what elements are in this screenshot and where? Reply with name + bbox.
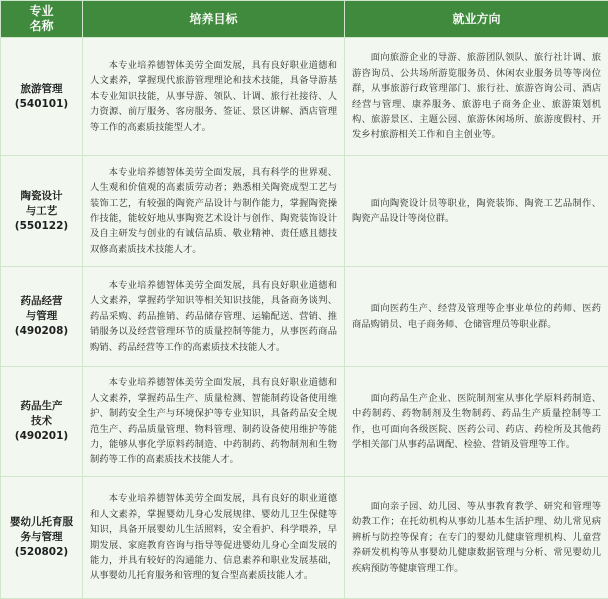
career-direction-text: 面向医药生产、经营及管理等企事业单位的药师、医药商品购销员、电子商务师、仓储管理员等职业群。 bbox=[352, 301, 601, 332]
training-goal-text: 本专业培养德智体美劳全面发展，具有良好的职业道德和人文素养，掌握婴幼儿身心发展规律、婴幼儿卫生保健等知识，具备开展婴幼儿生活照料，安全看护、科学喂养，早期发展、家庭教育咨询与指导等促进婴幼儿身心全面发展的能力，并具有较好的沟通能力、信息素养和职业发展基础，从事婴幼儿托育服务和管理的复合型高素质技能人才。 bbox=[90, 491, 337, 583]
major-name-cell bbox=[1, 267, 83, 367]
major-name-cell bbox=[1, 367, 83, 477]
major-name: 旅游管理 bbox=[4, 82, 79, 97]
major-name-line2: 与管理 bbox=[4, 309, 79, 324]
table-row bbox=[1, 156, 608, 267]
career-direction-cell bbox=[345, 156, 608, 267]
table-row bbox=[1, 38, 608, 156]
major-name-cell bbox=[1, 38, 83, 156]
header-training-goal: 培养目标 bbox=[83, 1, 345, 38]
major-name: 药品生产 bbox=[4, 399, 79, 414]
training-goal-text: 本专业培养德智体美劳全面发展，具有良好职业道德和人文素养，掌握现代旅游管理理论和技术技能，具备导游基本专业知识技能，从事导游、领队、计调、旅行社接待、人力资源、前厅服务、客房服务、签证、景区讲解、酒店管理等工作的高素质技能型人才。 bbox=[90, 58, 337, 135]
career-direction-cell bbox=[345, 367, 608, 477]
training-goal-text: 本专业培养德智体美劳全面发展，具有良好职业道德和人文素养，掌握药品生产、质量检测、智能制药设备使用维护、制药安全生产与环境保护等专业知识，具备药品安全规范生产、药品质量管理、物料管理、制药设备使用维护等能力，能够从事化学原料药制造、中药制药、药物制剂和生物制药等工作的高素质技术技能人才。 bbox=[90, 375, 337, 467]
major-code: (520802) bbox=[4, 545, 79, 560]
career-direction-text: 面向旅游企业的导游、旅游团队领队、旅行社计调、旅游咨询员、公共场所游览服务员、休闲农业服务员等等岗位群，从事旅游行政管理部门、旅行社、旅游咨询公司、酒店经营与管理、康养服务、旅游电子商务企业、旅游策划机构、旅游景区、主题公园、旅游休闲场所、旅游度假村、开发乡村旅游相关工作和自主创业等。 bbox=[352, 50, 601, 142]
training-goal-cell bbox=[83, 156, 345, 267]
career-direction-cell bbox=[345, 38, 608, 156]
training-goal-cell bbox=[83, 38, 345, 156]
major-name: 药品经营 bbox=[4, 294, 79, 309]
header-major-name bbox=[1, 1, 83, 38]
table-row bbox=[1, 367, 608, 477]
major-name-line2: 与工艺 bbox=[4, 204, 79, 219]
major-code: (550122) bbox=[4, 219, 79, 234]
major-code: (540101) bbox=[4, 97, 79, 112]
major-name: 婴幼儿托育服 bbox=[4, 515, 79, 530]
header-major-line1: 专业 bbox=[1, 4, 82, 19]
table-row bbox=[1, 267, 608, 367]
major-code: (490201) bbox=[4, 429, 79, 444]
training-goal-cell bbox=[83, 267, 345, 367]
major-name-cell bbox=[1, 477, 83, 599]
training-goal-text: 本专业培养德智体美劳全面发展，具有科学的世界观、人生观和价值观的高素质劳动者；熟悉相关陶瓷成型工艺与装饰工艺，有较强的陶瓷产品设计与制作能力，掌握陶瓷操作技能，能较好地从事陶瓷艺术设计与创作、陶瓷装饰设计及自主研发与创业的有诚信品质、敬业精神、责任感且德技双修高素质技术技能人才。 bbox=[90, 165, 337, 257]
training-goal-cell bbox=[83, 367, 345, 477]
career-direction-cell bbox=[345, 477, 608, 599]
header-row bbox=[1, 1, 608, 38]
career-direction-text: 面向药品生产企业、医院制剂室从事化学原料药制造、中药制药、药物制剂及生物制药、药品生产质量控制等工作，也可面向各级医院、医药公司、药店、药检所及其他药学相关部门从事药品调配、检验、营销及管理等工作。 bbox=[352, 391, 601, 453]
major-name-line2: 务与管理 bbox=[4, 530, 79, 545]
career-direction-text: 面向亲子园、幼儿园、等从事教育教学、研究和管理等幼教工作；在托幼机构从事幼儿基本生活护理、幼儿常见病辨析与防控等保育；在专门的婴幼儿健康管理机构、儿童营养研发机构等从事婴幼儿健康数据管理与分析、常见婴幼儿疾病预防等健康管理工作。 bbox=[352, 499, 601, 576]
training-goal-text: 本专业培养德智体美劳全面发展，具有良好职业道德和人文素养，掌握药学知识等相关知识技能，具备商务谈判、药品采购、药品推销、药品储存管理、运输配送、营销、推销服务以及经营管理环节的质量控制等能力，从事医药商品购销、药品经营等工作的高素质技术技能人才。 bbox=[90, 278, 337, 355]
career-direction-text: 面向陶瓷设计员等职业，陶瓷装饰、陶瓷工艺品制作、陶瓷产品设计等岗位群。 bbox=[352, 196, 601, 227]
training-goal-cell bbox=[83, 477, 345, 599]
header-career-direction: 就业方向 bbox=[345, 1, 608, 38]
header-major-line2: 名称 bbox=[1, 19, 82, 34]
major-name-line2: 技术 bbox=[4, 414, 79, 429]
major-name-cell bbox=[1, 156, 83, 267]
major-name: 陶瓷设计 bbox=[4, 189, 79, 204]
major-code: (490208) bbox=[4, 324, 79, 339]
table-row bbox=[1, 477, 608, 599]
career-direction-cell bbox=[345, 267, 608, 367]
